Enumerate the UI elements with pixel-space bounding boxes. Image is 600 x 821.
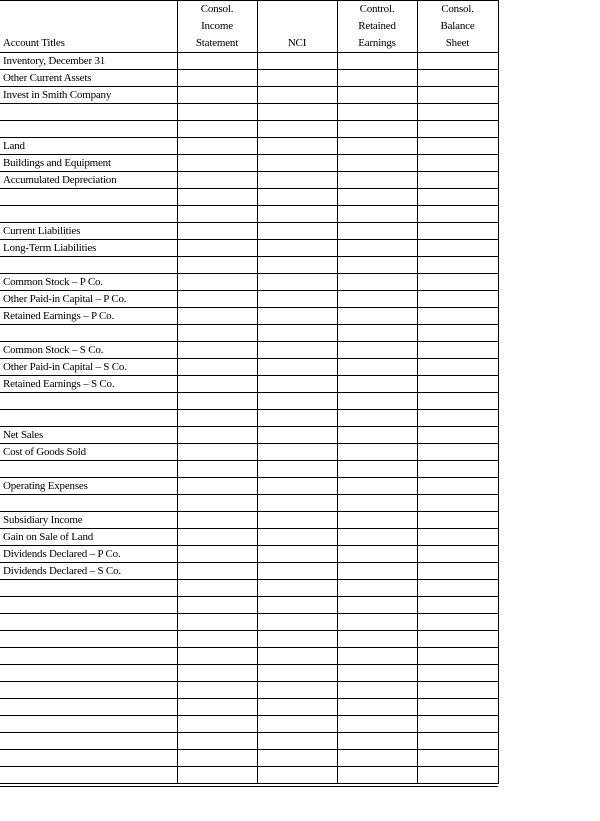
consol-balance-cell[interactable] <box>417 53 498 70</box>
account-title-cell: Other Paid-in Capital – P Co. <box>0 291 177 308</box>
consol-income-cell[interactable] <box>177 155 257 172</box>
table-row <box>0 495 498 512</box>
consol-income-cell[interactable] <box>177 580 257 597</box>
consol-balance-cell[interactable] <box>417 206 498 223</box>
consol-income-cell[interactable] <box>177 767 257 784</box>
control-re-cell[interactable] <box>337 580 417 597</box>
consol-balance-cell[interactable] <box>417 767 498 784</box>
nci-cell[interactable] <box>257 189 337 206</box>
table-row <box>0 546 498 563</box>
consol-income-cell[interactable] <box>177 274 257 291</box>
consol-balance-cell[interactable] <box>417 87 498 104</box>
consol-balance-cell[interactable] <box>417 325 498 342</box>
table-row <box>0 240 498 257</box>
consol-balance-cell[interactable] <box>417 359 498 376</box>
consol-balance-cell[interactable] <box>417 172 498 189</box>
header-line: Statement <box>195 37 239 49</box>
consol-balance-cell[interactable] <box>417 274 498 291</box>
account-title-cell: Dividends Declared – S Co. <box>0 563 177 580</box>
nci-cell[interactable] <box>257 597 337 614</box>
account-title-cell: Land <box>0 138 177 155</box>
consol-balance-cell[interactable] <box>417 427 498 444</box>
control-re-cell[interactable] <box>337 291 417 308</box>
consol-income-cell[interactable] <box>177 342 257 359</box>
account-title-cell: Retained Earnings – S Co. <box>0 376 177 393</box>
consol-balance-cell[interactable] <box>417 716 498 733</box>
table-row <box>0 53 498 70</box>
consol-balance-cell[interactable] <box>417 155 498 172</box>
control-re-cell[interactable] <box>337 393 417 410</box>
table-row <box>0 631 498 648</box>
control-re-cell[interactable] <box>337 274 417 291</box>
table-row <box>0 444 498 461</box>
control-re-cell[interactable] <box>337 138 417 155</box>
table-row <box>0 563 498 580</box>
consol-income-cell[interactable] <box>177 512 257 529</box>
consol-balance-cell[interactable] <box>417 546 498 563</box>
consol-income-cell[interactable] <box>177 70 257 87</box>
table-row <box>0 597 498 614</box>
consol-balance-cell[interactable] <box>417 682 498 699</box>
header-line: Consol. <box>200 3 234 15</box>
account-title-cell <box>0 580 177 597</box>
consol-income-cell[interactable] <box>177 614 257 631</box>
nci-cell[interactable] <box>257 546 337 563</box>
consol-income-cell[interactable] <box>177 461 257 478</box>
consol-income-cell[interactable] <box>177 478 257 495</box>
nci-cell[interactable] <box>257 529 337 546</box>
bottom-rule <box>0 786 498 787</box>
control-re-cell[interactable] <box>337 665 417 682</box>
consol-balance-cell[interactable] <box>417 342 498 359</box>
table-row <box>0 580 498 597</box>
control-re-cell[interactable] <box>337 699 417 716</box>
nci-cell[interactable] <box>257 70 337 87</box>
control-re-cell[interactable] <box>337 325 417 342</box>
table-row <box>0 614 498 631</box>
account-title-cell <box>0 495 177 512</box>
control-re-cell[interactable] <box>337 223 417 240</box>
control-re-cell[interactable] <box>337 478 417 495</box>
control-re-cell[interactable] <box>337 189 417 206</box>
account-title-cell: Invest in Smith Company <box>0 87 177 104</box>
consol-balance-cell[interactable] <box>417 444 498 461</box>
control-re-cell[interactable] <box>337 716 417 733</box>
consol-income-cell[interactable] <box>177 87 257 104</box>
nci-cell[interactable] <box>257 121 337 138</box>
table-row <box>0 376 498 393</box>
control-re-cell[interactable] <box>337 53 417 70</box>
consol-income-cell[interactable] <box>177 189 257 206</box>
consol-income-cell[interactable] <box>177 427 257 444</box>
account-title-cell: Common Stock – P Co. <box>0 274 177 291</box>
control-re-cell[interactable] <box>337 529 417 546</box>
consol-balance-cell[interactable] <box>417 580 498 597</box>
header-line: Earnings <box>358 37 396 49</box>
header-consol-income-statement <box>177 1 257 53</box>
header-line: Retained <box>358 20 396 32</box>
consol-balance-cell[interactable] <box>417 240 498 257</box>
consol-income-cell[interactable] <box>177 495 257 512</box>
control-re-cell[interactable] <box>337 733 417 750</box>
nci-cell[interactable] <box>257 223 337 240</box>
header-consol-balance-sheet <box>417 1 498 53</box>
nci-cell[interactable] <box>257 342 337 359</box>
account-title-cell <box>0 104 177 121</box>
consol-balance-cell[interactable] <box>417 495 498 512</box>
nci-cell[interactable] <box>257 733 337 750</box>
table-row <box>0 308 498 325</box>
control-re-cell[interactable] <box>337 104 417 121</box>
table-row <box>0 648 498 665</box>
nci-cell[interactable] <box>257 53 337 70</box>
table-row <box>0 359 498 376</box>
consol-income-cell[interactable] <box>177 631 257 648</box>
account-title-cell <box>0 631 177 648</box>
nci-cell[interactable] <box>257 614 337 631</box>
nci-cell[interactable] <box>257 682 337 699</box>
table-row <box>0 189 498 206</box>
account-title-cell <box>0 461 177 478</box>
account-title-cell <box>0 767 177 784</box>
consol-balance-cell[interactable] <box>417 257 498 274</box>
consol-income-cell[interactable] <box>177 138 257 155</box>
control-re-cell[interactable] <box>337 767 417 784</box>
control-re-cell[interactable] <box>337 308 417 325</box>
table-row <box>0 427 498 444</box>
nci-cell[interactable] <box>257 104 337 121</box>
control-re-cell[interactable] <box>337 427 417 444</box>
nci-cell[interactable] <box>257 699 337 716</box>
table-row <box>0 478 498 495</box>
consol-income-cell[interactable] <box>177 172 257 189</box>
table-row <box>0 206 498 223</box>
consol-balance-cell[interactable] <box>417 512 498 529</box>
table-row <box>0 682 498 699</box>
nci-cell[interactable] <box>257 478 337 495</box>
header-account-titles: Account Titles <box>0 1 177 53</box>
consol-balance-cell[interactable] <box>417 138 498 155</box>
consol-balance-cell[interactable] <box>417 461 498 478</box>
consol-income-cell[interactable] <box>177 546 257 563</box>
consol-income-cell[interactable] <box>177 291 257 308</box>
consol-balance-cell[interactable] <box>417 699 498 716</box>
account-title-cell <box>0 648 177 665</box>
consol-income-cell[interactable] <box>177 393 257 410</box>
consol-income-cell[interactable] <box>177 563 257 580</box>
table-row <box>0 342 498 359</box>
nci-cell[interactable] <box>257 750 337 767</box>
table-row <box>0 699 498 716</box>
control-re-cell[interactable] <box>337 614 417 631</box>
nci-cell[interactable] <box>257 155 337 172</box>
consol-income-cell[interactable] <box>177 699 257 716</box>
header-line: Balance <box>440 20 475 32</box>
control-re-cell[interactable] <box>337 359 417 376</box>
nci-cell[interactable] <box>257 512 337 529</box>
table-row <box>0 291 498 308</box>
table-row <box>0 121 498 138</box>
control-re-cell[interactable] <box>337 682 417 699</box>
nci-cell[interactable] <box>257 665 337 682</box>
consol-income-cell[interactable] <box>177 648 257 665</box>
header-line: Income <box>201 20 233 32</box>
control-re-cell[interactable] <box>337 376 417 393</box>
account-title-cell: Inventory, December 31 <box>0 53 177 70</box>
table-row <box>0 665 498 682</box>
consol-balance-cell[interactable] <box>417 376 498 393</box>
consol-income-cell[interactable] <box>177 240 257 257</box>
control-re-cell[interactable] <box>337 631 417 648</box>
nci-cell[interactable] <box>257 495 337 512</box>
account-title-cell <box>0 682 177 699</box>
consol-balance-cell[interactable] <box>417 733 498 750</box>
account-title-cell <box>0 716 177 733</box>
table-row <box>0 223 498 240</box>
nci-cell[interactable] <box>257 461 337 478</box>
header-line: Consol. <box>441 3 474 15</box>
nci-cell[interactable] <box>257 240 337 257</box>
control-re-cell[interactable] <box>337 172 417 189</box>
consol-balance-cell[interactable] <box>417 393 498 410</box>
control-re-cell[interactable] <box>337 444 417 461</box>
account-title-cell <box>0 597 177 614</box>
control-re-cell[interactable] <box>337 87 417 104</box>
nci-cell[interactable] <box>257 427 337 444</box>
account-title-cell <box>0 750 177 767</box>
account-title-cell <box>0 393 177 410</box>
account-title-cell <box>0 614 177 631</box>
account-title-cell <box>0 189 177 206</box>
control-re-cell[interactable] <box>337 70 417 87</box>
nci-cell[interactable] <box>257 291 337 308</box>
table-row <box>0 750 498 767</box>
consol-income-cell[interactable] <box>177 104 257 121</box>
consol-balance-cell[interactable] <box>417 70 498 87</box>
consol-income-cell[interactable] <box>177 325 257 342</box>
consol-income-cell[interactable] <box>177 597 257 614</box>
consol-balance-cell[interactable] <box>417 597 498 614</box>
account-title-cell: Buildings and Equipment <box>0 155 177 172</box>
header-row <box>0 1 498 53</box>
table-row <box>0 138 498 155</box>
nci-cell[interactable] <box>257 138 337 155</box>
nci-cell[interactable] <box>257 172 337 189</box>
consol-income-cell[interactable] <box>177 682 257 699</box>
consol-balance-cell[interactable] <box>417 614 498 631</box>
consol-balance-cell[interactable] <box>417 529 498 546</box>
consol-balance-cell[interactable] <box>417 750 498 767</box>
table-row <box>0 716 498 733</box>
account-title-cell: Net Sales <box>0 427 177 444</box>
account-title-cell: Long-Term Liabilities <box>0 240 177 257</box>
control-re-cell[interactable] <box>337 155 417 172</box>
table-row <box>0 257 498 274</box>
consol-balance-cell[interactable] <box>417 478 498 495</box>
nci-cell[interactable] <box>257 648 337 665</box>
table-row <box>0 410 498 427</box>
header-line: Sheet <box>445 37 470 49</box>
consol-income-cell[interactable] <box>177 223 257 240</box>
consol-balance-cell[interactable] <box>417 665 498 682</box>
table-row <box>0 733 498 750</box>
control-re-cell[interactable] <box>337 597 417 614</box>
consol-balance-cell[interactable] <box>417 563 498 580</box>
consol-income-cell[interactable] <box>177 444 257 461</box>
consol-balance-cell[interactable] <box>417 631 498 648</box>
header-nci: NCI <box>257 1 337 53</box>
table-row <box>0 393 498 410</box>
consol-income-cell[interactable] <box>177 359 257 376</box>
account-title-cell: Accumulated Depreciation <box>0 172 177 189</box>
account-title-cell: Dividends Declared – P Co. <box>0 546 177 563</box>
table-row <box>0 172 498 189</box>
control-re-cell[interactable] <box>337 546 417 563</box>
table-row <box>0 461 498 478</box>
account-title-cell: Operating Expenses <box>0 478 177 495</box>
account-title-cell <box>0 206 177 223</box>
consol-balance-cell[interactable] <box>417 121 498 138</box>
consol-income-cell[interactable] <box>177 376 257 393</box>
account-title-cell: Other Current Assets <box>0 70 177 87</box>
consol-balance-cell[interactable] <box>417 104 498 121</box>
nci-cell[interactable] <box>257 563 337 580</box>
account-title-cell <box>0 733 177 750</box>
table-row <box>0 767 498 784</box>
consol-income-cell[interactable] <box>177 53 257 70</box>
header-control-retained-earnings <box>337 1 417 53</box>
control-re-cell[interactable] <box>337 495 417 512</box>
control-re-cell[interactable] <box>337 512 417 529</box>
consol-balance-cell[interactable] <box>417 223 498 240</box>
nci-cell[interactable] <box>257 325 337 342</box>
account-title-cell: Other Paid-in Capital – S Co. <box>0 359 177 376</box>
control-re-cell[interactable] <box>337 121 417 138</box>
table-row <box>0 325 498 342</box>
account-title-cell <box>0 410 177 427</box>
table-row <box>0 70 498 87</box>
table-row <box>0 87 498 104</box>
consol-income-cell[interactable] <box>177 206 257 223</box>
table-row <box>0 155 498 172</box>
consol-income-cell[interactable] <box>177 257 257 274</box>
account-title-cell: Current Liabilities <box>0 223 177 240</box>
control-re-cell[interactable] <box>337 750 417 767</box>
account-title-cell <box>0 121 177 138</box>
control-re-cell[interactable] <box>337 410 417 427</box>
nci-cell[interactable] <box>257 257 337 274</box>
consol-income-cell[interactable] <box>177 529 257 546</box>
control-re-cell[interactable] <box>337 342 417 359</box>
account-title-cell: Common Stock – S Co. <box>0 342 177 359</box>
nci-cell[interactable] <box>257 359 337 376</box>
control-re-cell[interactable] <box>337 206 417 223</box>
nci-cell[interactable] <box>257 87 337 104</box>
consol-income-cell[interactable] <box>177 308 257 325</box>
account-title-cell <box>0 699 177 716</box>
nci-cell[interactable] <box>257 274 337 291</box>
consol-income-cell[interactable] <box>177 665 257 682</box>
header-line: Control. <box>359 3 395 15</box>
account-title-cell: Subsidiary Income <box>0 512 177 529</box>
nci-cell[interactable] <box>257 716 337 733</box>
consol-income-cell[interactable] <box>177 750 257 767</box>
table-row <box>0 529 498 546</box>
nci-cell[interactable] <box>257 308 337 325</box>
table-row <box>0 274 498 291</box>
consol-income-cell[interactable] <box>177 121 257 138</box>
consol-balance-cell[interactable] <box>417 308 498 325</box>
nci-cell[interactable] <box>257 767 337 784</box>
consol-balance-cell[interactable] <box>417 291 498 308</box>
nci-cell[interactable] <box>257 410 337 427</box>
account-title-cell: Gain on Sale of Land <box>0 529 177 546</box>
nci-cell[interactable] <box>257 631 337 648</box>
consol-income-cell[interactable] <box>177 733 257 750</box>
consol-balance-cell[interactable] <box>417 189 498 206</box>
account-title-cell <box>0 665 177 682</box>
nci-cell[interactable] <box>257 206 337 223</box>
account-title-cell <box>0 325 177 342</box>
account-title-cell: Cost of Goods Sold <box>0 444 177 461</box>
control-re-cell[interactable] <box>337 648 417 665</box>
table-row <box>0 104 498 121</box>
control-re-cell[interactable] <box>337 563 417 580</box>
nci-cell[interactable] <box>257 580 337 597</box>
table-row <box>0 512 498 529</box>
account-title-cell <box>0 257 177 274</box>
nci-cell[interactable] <box>257 376 337 393</box>
control-re-cell[interactable] <box>337 257 417 274</box>
consol-income-cell[interactable] <box>177 410 257 427</box>
nci-cell[interactable] <box>257 393 337 410</box>
consol-balance-cell[interactable] <box>417 410 498 427</box>
control-re-cell[interactable] <box>337 240 417 257</box>
account-title-cell: Retained Earnings – P Co. <box>0 308 177 325</box>
control-re-cell[interactable] <box>337 461 417 478</box>
consol-balance-cell[interactable] <box>417 648 498 665</box>
nci-cell[interactable] <box>257 444 337 461</box>
consol-income-cell[interactable] <box>177 716 257 733</box>
